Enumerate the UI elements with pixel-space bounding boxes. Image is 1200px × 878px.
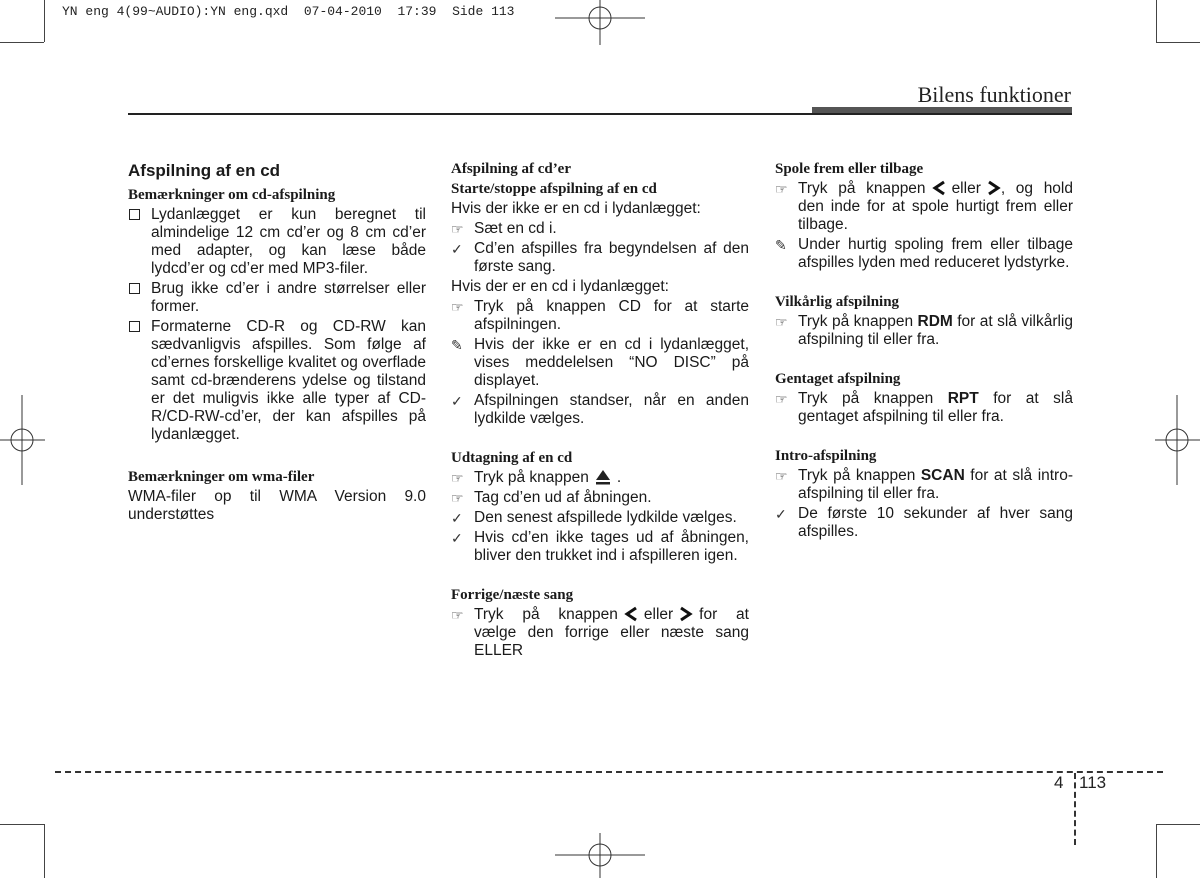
subheading: Vilkårlig afspilning	[775, 294, 900, 310]
key-label: SCAN	[920, 467, 965, 484]
footer-divider	[1074, 773, 1076, 845]
subheading: Gentaget afspilning	[775, 371, 901, 387]
list-item: ☞ Tryk på knappen RDM for at slå vilkårlig afspilning til eller fra.	[775, 313, 1073, 348]
list-item: ✓ De første 10 sekunder af hver sang afspilles.	[775, 505, 1073, 540]
list-item: ✎ Hvis der ikke er en cd i lydanlægget, vises meddelelsen “NO DISC” på displayet.	[451, 336, 749, 389]
header-rule	[128, 113, 1072, 115]
pointing-hand-icon: ☞	[451, 299, 464, 315]
paragraph: Hvis der er en cd i lydanlægget:	[451, 278, 669, 295]
registration-mark-icon	[555, 0, 645, 45]
key-label: RDM	[917, 313, 953, 330]
column-1	[128, 160, 426, 526]
column-3	[775, 160, 1073, 543]
list-item: ✎ Under hurtig spoling frem eller tilbage afspilles lyden med reduceret lydstyrke.	[775, 236, 1073, 271]
pointing-hand-icon: ☞	[775, 181, 788, 197]
section-title: Bilens funktioner	[917, 82, 1071, 107]
print-header: YN eng 4(99~AUDIO):YN eng.qxd 07-04-2010 17:39 Side 113	[62, 4, 515, 19]
paragraph: Hvis der ikke er en cd i lydanlægget:	[451, 200, 701, 217]
pointing-hand-icon: ☞	[775, 314, 788, 330]
chevron-right-icon	[679, 606, 693, 622]
subheading: Bemærkninger om wma-filer	[128, 469, 315, 485]
registration-mark-icon	[555, 833, 645, 878]
list-item: ✓ Hvis cd’en ikke tages ud af åbningen, bliver den trukket ind i afspilleren igen.	[451, 529, 749, 564]
subheading: Spole frem eller tilbage	[775, 161, 924, 177]
subheading: Starte/stoppe afspilning af en cd	[451, 181, 657, 197]
chevron-right-icon	[987, 180, 1001, 196]
subheading: Afspilning af cd’er	[451, 161, 571, 177]
check-icon: ✓	[775, 506, 787, 522]
crop-mark	[44, 824, 45, 878]
crop-mark	[0, 824, 44, 825]
registration-mark-icon	[0, 395, 45, 485]
crop-mark	[1156, 824, 1157, 878]
registration-mark-icon	[1155, 395, 1200, 485]
checkbox-bullet-icon	[129, 283, 140, 294]
list-item: ☞ Sæt en cd i.	[451, 220, 557, 237]
pointing-hand-icon: ☞	[451, 490, 464, 506]
pointing-hand-icon: ☞	[451, 221, 464, 237]
subheading: Intro-afspilning	[775, 448, 877, 464]
check-icon: ✓	[451, 530, 463, 546]
chevron-left-icon	[624, 606, 638, 622]
pencil-note-icon: ✎	[775, 237, 787, 253]
crop-mark	[1156, 824, 1200, 825]
list-item: ☞ Tag cd’en ud af åbningen.	[451, 489, 652, 506]
chapter-number: 4	[1054, 773, 1064, 792]
pencil-note-icon: ✎	[451, 337, 463, 353]
list-item: ✓ Cd’en afspilles fra begyndelsen af den første sang.	[451, 240, 749, 275]
pointing-hand-icon: ☞	[775, 391, 788, 407]
subheading: Bemærkninger om cd-afspilning	[128, 187, 336, 203]
check-icon: ✓	[451, 510, 463, 526]
checkbox-bullet-icon	[129, 209, 140, 220]
crop-mark	[44, 0, 45, 42]
pointing-hand-icon: ☞	[451, 470, 464, 486]
paragraph: WMA-filer op til WMA Version 9.0 understøttes	[128, 488, 426, 523]
heading: Afspilning af en cd	[128, 161, 281, 180]
key-label: RPT	[947, 390, 979, 407]
list-item: Lydanlægget er kun beregnet til almindelige 12 cm cd’er og 8 cm cd’er med adapter, og kan læse både lydcd’er og cd’er med MP3-filer.	[128, 206, 426, 278]
list-item: ✓ Afspilningen standser, når en anden lydkilde vælges.	[451, 392, 749, 427]
list-item: ☞ Tryk på knappen eller , og hold den inde for at spole hurtigt frem eller tilbage.	[775, 180, 1073, 233]
checkbox-bullet-icon	[129, 321, 140, 332]
column-2	[451, 160, 749, 662]
list-item: ☞ Tryk på knappen .	[451, 469, 622, 486]
list-item: ☞ Tryk på knappen SCAN for at slå intro-afspilning til eller fra.	[775, 467, 1074, 502]
footer-rule	[55, 771, 1163, 773]
list-item: Formaterne CD-R og CD-RW kan sædvanligvis afspilles. Som følge af cd’ernes forskellige kvalitet og overflade samt cd-brænderens ydelse og tilstand er det muligvis ikke alle typer af CD-R/CD-RW-cd’er, der kan afspilles på lydanlægget.	[128, 318, 426, 444]
check-icon: ✓	[451, 393, 463, 409]
pointing-hand-icon: ☞	[775, 468, 788, 484]
pointing-hand-icon: ☞	[451, 607, 464, 623]
list-item: Brug ikke cd’er i andre størrelser eller former.	[128, 280, 426, 316]
crop-mark	[1156, 0, 1157, 42]
crop-mark	[1156, 42, 1200, 43]
eject-icon	[595, 469, 611, 485]
list-item: ☞ Tryk på knappen CD for at starte afspilningen.	[451, 298, 749, 333]
subheading: Forrige/næste sang	[451, 587, 574, 603]
crop-mark	[0, 42, 44, 43]
page-number: 113	[1079, 773, 1107, 792]
list-item: ☞ Tryk på knappen eller for at vælge den forrige eller næste sang ELLER	[451, 606, 749, 659]
list-item: ☞ Tryk på knappen RPT for at slå gentaget afspilning til eller fra.	[775, 390, 1073, 425]
check-icon: ✓	[451, 241, 463, 257]
chevron-left-icon	[932, 180, 946, 196]
subheading: Udtagning af en cd	[451, 450, 573, 466]
list-item: ✓ Den senest afspillede lydkilde vælges.	[451, 509, 737, 526]
